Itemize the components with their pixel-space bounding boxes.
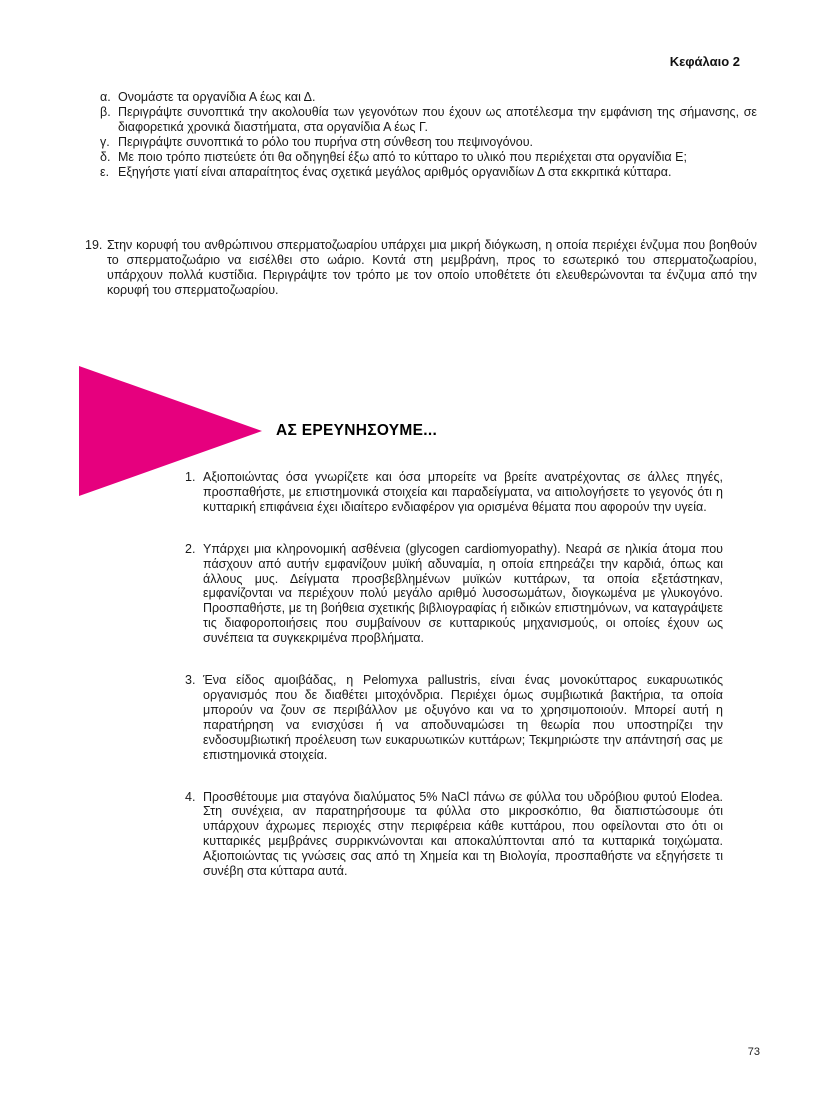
list-item-marker: δ. bbox=[100, 149, 111, 164]
list-item bbox=[100, 150, 757, 165]
list-item bbox=[185, 673, 723, 762]
list-item-text: Εξηγήστε γιατί είναι απαραίτητος ένας σχετικά μεγάλος αριθμός οργανιδίων Δ στα εκκριτικά κύτταρα. bbox=[118, 164, 672, 179]
chapter-header: Κεφάλαιο 2 bbox=[669, 54, 740, 69]
list-item bbox=[100, 165, 757, 180]
research-question-list bbox=[185, 470, 723, 906]
list-item-marker: α. bbox=[100, 90, 111, 104]
question-number: 19. bbox=[85, 238, 103, 252]
list-item-marker: ε. bbox=[100, 164, 110, 179]
list-item-text: Με ποιο τρόπο πιστεύετε ότι θα οδηγηθεί έξω από το κύτταρο το υλικό που περιέχεται στα οργανίδια Ε; bbox=[118, 149, 687, 164]
list-item-marker: β. bbox=[100, 104, 111, 119]
list-item-marker: 3. bbox=[185, 673, 196, 688]
list-item bbox=[100, 105, 757, 135]
list-item-marker: 2. bbox=[185, 541, 196, 556]
question-text: Στην κορυφή του ανθρώπινου σπερματοζωαρίου υπάρχει μια μικρή διόγκωση, η οποία περιέχει ένζυμα που βοηθούν το σπερματοζωάριο να εισέλθει στο ωάριο. Κοντά στη μεμβράνη, προς το εσωτερικό του σπερματοζωαρίου, υπάρχουν πολλά κυστίδια. Περιγράψτε τον τρόπο με τον οποίο υποθέτετε ότι ελευθερώνονται τα ένζυμα από την κορυφή του σπερματοζωαρίου. bbox=[107, 238, 757, 297]
list-item-text: Περιγράψτε συνοπτικά το ρόλο του πυρήνα στη σύνθεση του πεψινογόνου. bbox=[118, 134, 534, 149]
list-item bbox=[185, 542, 723, 646]
page-number: 73 bbox=[747, 1046, 760, 1058]
sub-question-list bbox=[100, 90, 757, 179]
list-item-text: Ονομάστε τα οργανίδια Α έως και Δ. bbox=[118, 90, 316, 104]
list-item-text: Ένα είδος αμοιβάδας, η Pelomyxa pallustris, είναι ένας μονοκύτταρος ευκαρυωτικός οργανισμός που δε διαθέτει μιτοχόνδρια. Περιέχει όμως συμβιωτικά βακτήρια, τα οποία μπορούν να ζουν σε περιβάλλον με οξυγόνο και να το χρησιμοποιούν. Μπορεί αυτή η παρατήρηση να ενισχύσει ή να αποδυναμώσει τη θεωρία που υποστηρίζει την ενδοσυμβιωτική προέλευση των ευκαρυωτικών κυττάρων; Τεκμηριώστε την απάντησή σας με επιστημονικά στοιχεία. bbox=[203, 673, 723, 762]
list-item bbox=[100, 90, 757, 105]
list-item-text: Υπάρχει μια κληρονομική ασθένεια (glycogen cardiomyopathy). Νεαρά σε ηλικία άτομα που πάσχουν από αυτήν εμφανίζουν μυϊκή αδυναμία, η οποία επηρεάζει την καρδιά, όπως και άλλους μυς. Δείγματα προσβεβλημένων μυϊκών κυττάρων, τα οποία εξετάστηκαν, εμφανίζονται να περιέχουν πολύ μεγάλο αριθμό λυσοσωμάτων, διογκωμένα με γλυκογόνο. Προσπαθήστε, με τη βοήθεια σχετικής βιβλιογραφίας ή ειδικών επιστημόνων, να καταγράψετε τις διαφοροποιήσεις που συμβαίνουν σε κυτταρικούς μηχανισμούς, οι οποίες έχουν ως συνέπεια τα συγκεκριμένα προβλήματα. bbox=[203, 541, 723, 646]
list-item bbox=[185, 470, 723, 515]
list-item bbox=[185, 790, 723, 879]
list-item-text: Προσθέτουμε μια σταγόνα διαλύματος 5% NaCl πάνω σε φύλλα του υδρόβιου φυτού Elodea. Στη συνέχεια, αν παρατηρήσουμε τα φύλλα στο μικροσκόπιο, θα διαπιστώσουμε ότι υπάρχουν άχρωμες περιοχές στην περιφέρεια κάθε κυττάρου, που οφείλονται στο ότι οι κυτταρικές μεμβράνες συρρικνώνονται και αποκαλύπτονται από τα κυτταρικά τοιχώματα. Αξιοποιώντας τις γνώσεις σας από τη Χημεία και τη Βιολογία, προσπαθήστε να εξηγήσετε τι συνέβη στα κύτταρα αυτά. bbox=[203, 789, 723, 879]
list-item-text: Περιγράψτε συνοπτικά την ακολουθία των γεγονότων που έχουν ως αποτέλεσμα την εμφάνιση της σήμανσης, σε διαφορετικά χρονικά διαστήματα, στα οργανίδια Α έως Γ. bbox=[118, 104, 757, 134]
list-item-text: Αξιοποιώντας όσα γνωρίζετε και όσα μπορείτε να βρείτε ανατρέχοντας σε άλλες πηγές, προσπαθήστε, με επιστημονικά στοιχεία και παραδείγματα, να αιτιολογήσετε το γεγονός ότι η κυτταρική επιφάνεια έχει ιδιαίτερο ενδιαφέρον για ορισμένα θέματα που αφορούν την υγεία. bbox=[203, 470, 723, 514]
list-item-marker: γ. bbox=[100, 134, 110, 149]
list-item bbox=[100, 135, 757, 150]
list-item-marker: 1. bbox=[185, 470, 196, 484]
question-19 bbox=[85, 238, 757, 298]
list-item-marker: 4. bbox=[185, 789, 196, 804]
research-section-title: ΑΣ ΕΡΕΥΝΗΣΟΥΜΕ... bbox=[276, 422, 438, 439]
